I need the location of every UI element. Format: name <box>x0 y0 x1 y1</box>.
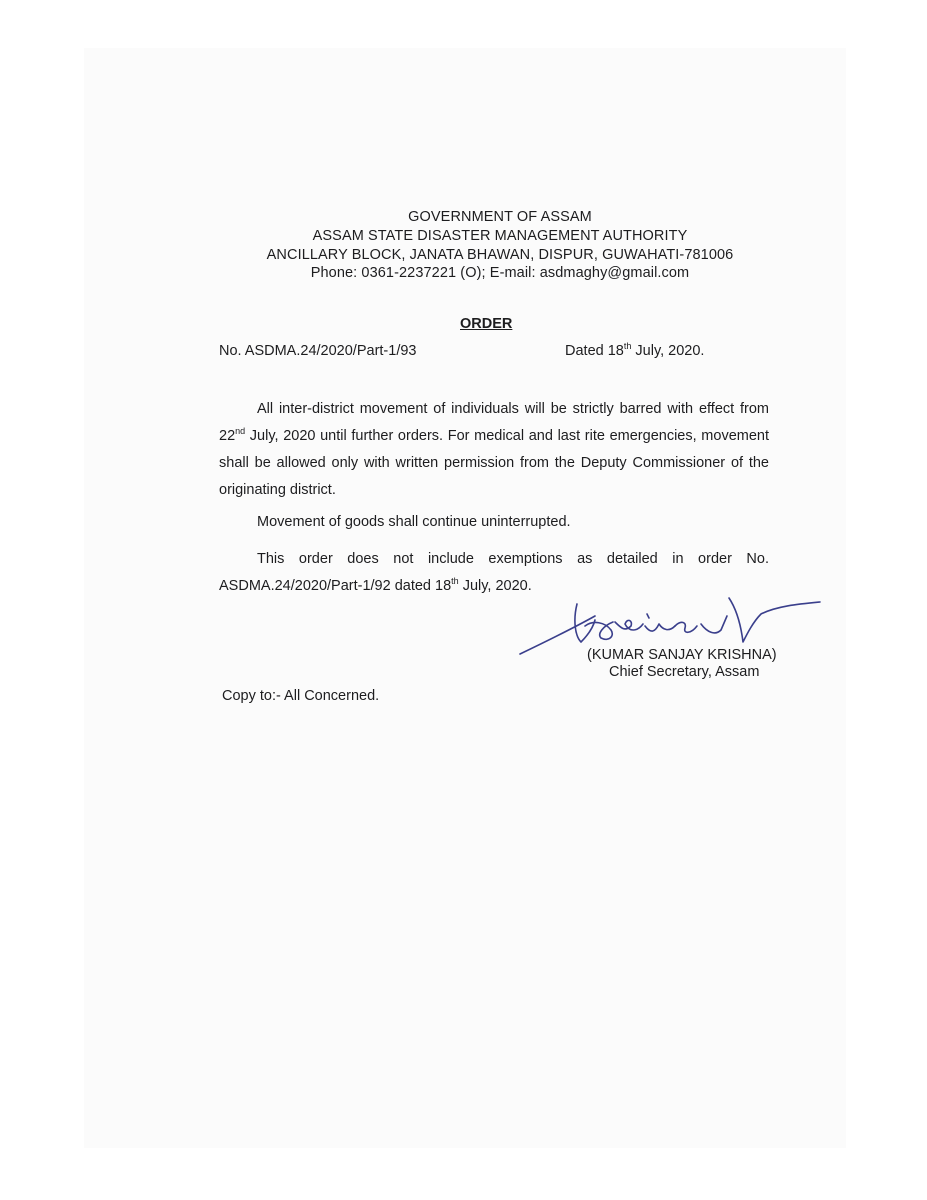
header-address: ANCILLARY BLOCK, JANATA BHAWAN, DISPUR, GUWAHATI-781006 <box>266 247 734 263</box>
copy-to: Copy to:- All Concerned. <box>222 688 380 704</box>
signatory-name: (KUMAR SANJAY KRISHNA) <box>587 647 777 663</box>
header-authority: ASSAM STATE DISASTER MANAGEMENT AUTHORITY <box>312 228 688 244</box>
order-number: No. ASDMA.24/2020/Part-1/93 <box>219 343 417 359</box>
paragraph-exemptions: This order does not include exemptions as detailed in order No. ASDMA.24/2020/Part-1/92 dated 18th July, 2020. <box>219 551 769 594</box>
order-title: ORDER <box>460 316 513 332</box>
paragraph-goods: Movement of goods shall continue uninterrupted. <box>257 514 571 530</box>
header-contact: Phone: 0361-2237221 (O); E-mail: asdmaghy@gmail.com <box>310 265 690 281</box>
paragraph-movement-ban: All inter-district movement of individuals will be strictly barred with effect from 22nd July, 2020 until further orders. For medical and last rite emergencies, movement shall be allowed only with written permission from the Deputy Commissioner of the originating district. <box>219 401 769 498</box>
order-date: Dated 18th July, 2020. <box>565 341 705 359</box>
signatory-designation: Chief Secretary, Assam <box>609 664 760 680</box>
header-government: GOVERNMENT OF ASSAM <box>408 209 592 225</box>
